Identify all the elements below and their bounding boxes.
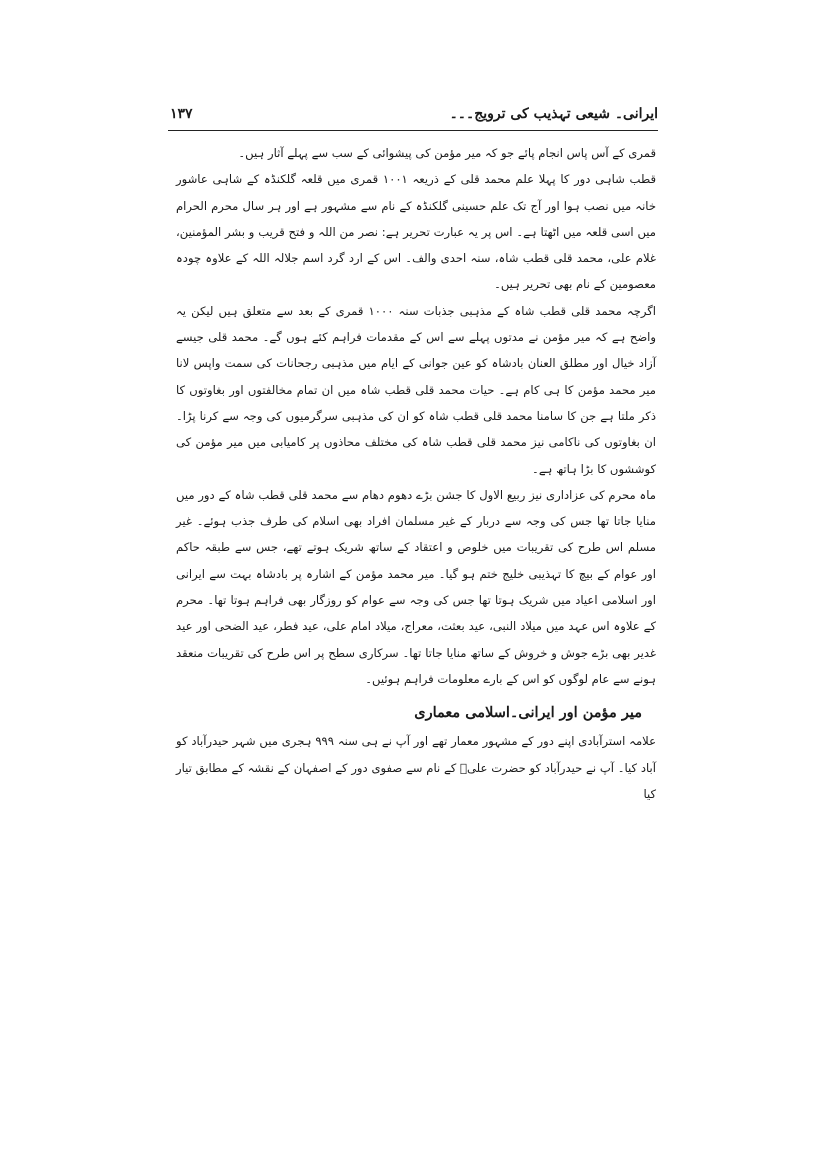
paragraph: علامہ استرآبادی اپنے دور کے مشہور معمار تھے اور آپ نے ہی سنہ ۹۹۹ ہجری میں شہر حیدرآباد کو آباد کیا۔ آپ نے حیدرآباد کو حضرت علیؑ کے نام سے صفوی دور کے اصفہان کے نقشہ کے مطابق تیار کیا	[176, 734, 656, 801]
paragraph: اگرچہ محمد قلی قطب شاہ کے مذہبی جذبات سنہ ۱۰۰۰ قمری کے بعد سے متعلق ہیں لیکن یہ واضح ہے کہ میر مؤمن نے مدتوں پہلے سے اس کے مقدمات فراہم کئے ہوں گے۔ محمد قلی جیسے آزاد خیال اور مطلق العنان بادشاہ کو عین جوانی کے ایام میں مذہبی رجحانات کی سمت واپس لانا میر محمد مؤمن کا ہی کام ہے۔ حیات محمد قلی قطب شاہ میں ان تمام مخالفتوں اور بغاوتوں کا ذکر ملتا ہے جن کا سامنا محمد قلی قطب شاہ کو ان کی مذہبی سرگرمیوں کی وجہ سے کرنا پڑا۔ ان بغاوتوں کی ناکامی نیز محمد قلی قطب شاہ کی مختلف محاذوں پر کامیابی میں میر مؤمن کی کوششوں کا بڑا ہاتھ ہے۔	[176, 303, 656, 476]
paragraph: ماہ محرم کی عزاداری نیز ربیع الاول کا جشن بڑے دھوم دھام سے محمد قلی قطب شاہ کے دور میں منایا جاتا تھا جس کی وجہ سے دربار کے غیر مسلمان افراد بھی اسلام کی طرف جذب ہوئے۔ غیر مسلم اس طرح کی تقریبات میں خلوص و اعتقاد کے ساتھ شریک ہوتے تھے، جس سے طبقہ حاکم اور عوام کے بیچ کا تہذیبی خلیج ختم ہو گیا۔ میر محمد مؤمن کے اشارہ پر بادشاہ بہت سے ایرانی اور اسلامی اعیاد میں شریک ہوتا تھا جس کی وجہ سے عوام کو روزگار بھی فراہم ہوتا تھا۔ محرم کے علاوہ اس عہد میں میلاد النبی، عید بعثت، معراج، میلاد امام علی، عید فطر، عید الضحی اور عید غدیر بھی بڑے جوش و خروش کے ساتھ منایا جاتا تھا۔ سرکاری سطح پر اس طرح کی تقریبات منعقد ہونے سے عام لوگوں کو اس کے بارے معلومات فراہم ہوئیں۔	[176, 487, 656, 686]
header-divider	[168, 130, 658, 131]
page-body	[176, 140, 656, 807]
paragraph: قطب شاہی دور کا پہلا علم محمد قلی کے ذریعہ ۱۰۰۱ قمری میں قلعہ گلکنڈہ کے شاہی عاشور خانہ میں نصب ہوا اور آج تک علم حسینی گلکنڈہ کے نام سے مشہور ہے اور ہر سال محرم الحرام میں اسی قلعہ میں اٹھتا ہے۔ اس پر یہ عبارت تحریر ہے: نصر من اللہ و فتح قریب و بشر المؤمنین، غلام علی، محمد قلی قطب شاہ، سنہ احدی والف۔ اس کے ارد گرد اسم جلالہ اللہ کے علاوہ چودہ معصومین کے نام بھی تحریر ہیں۔	[176, 172, 656, 292]
section-heading: میر مؤمن اور ایرانی۔اسلامی معماری	[414, 704, 642, 722]
running-title: ایرانی۔ شیعی تہذیب کی ترویج۔۔۔	[449, 106, 658, 122]
paragraph: قمری کے آس پاس انجام پائے جو کہ میر مؤمن کی پیشوائی کے سب سے پہلے آثار ہیں۔	[238, 146, 656, 160]
page-number: ۱۳۷	[170, 106, 193, 122]
running-header	[168, 106, 658, 128]
